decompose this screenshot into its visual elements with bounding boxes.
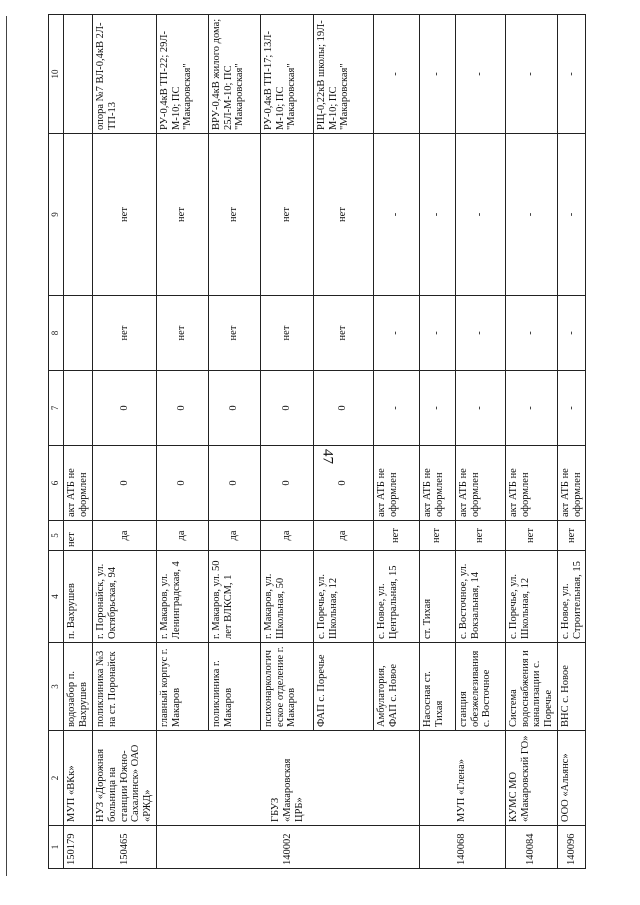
cell: с. Восточное, ул. Вокзальная, 14 [455, 551, 505, 643]
col-number: 3 [49, 643, 64, 731]
cell: акт АТБ не оформлен [419, 446, 455, 521]
cell: 150179 [64, 826, 93, 869]
cell: с. Новое, ул. Строительная, 15 [557, 551, 586, 643]
cell: РЩ-0,22кВ школы; 19Л-М-10; ПС "Макаровская" [313, 15, 373, 134]
col-number: 10 [49, 15, 64, 134]
cell: - [455, 134, 505, 296]
cell: поликлиника №3 на ст. Поронайск [93, 643, 157, 731]
cell: нет [505, 521, 557, 551]
cell: - [373, 15, 419, 134]
cell: - [455, 15, 505, 134]
cell: нет [313, 134, 373, 296]
cell: станция обезжелезивания с. Восточное [455, 643, 505, 731]
cell: - [419, 296, 455, 371]
cell: - [557, 371, 586, 446]
cell: да [313, 521, 373, 551]
cell: нет [260, 134, 313, 296]
cell: РУ-0,4кВ ТП-22; 29Л-М-10; ПС "Макаровская" [156, 15, 208, 134]
cell [64, 134, 93, 296]
cell: КУМС МО «Макаровский ГО» [505, 731, 557, 826]
cell: 0 [156, 446, 208, 521]
cell: МУП «ВКк» [64, 731, 93, 826]
cell: - [373, 371, 419, 446]
cell: психонаркологическое отделение г. Макаров [260, 643, 313, 731]
cell: нет [260, 296, 313, 371]
cell: главный корпус г. Макаров [156, 643, 208, 731]
col-number: 5 [49, 521, 64, 551]
cell: Амбулатория, ФАП с. Новое [373, 643, 419, 731]
cell: нет [313, 296, 373, 371]
cell: ФАП с. Поречье [313, 643, 373, 731]
col-number: 4 [49, 551, 64, 643]
cell: ст. Тихая [419, 551, 455, 643]
cell: да [93, 521, 157, 551]
cell: да [156, 521, 208, 551]
table-row [557, 15, 586, 869]
cell: - [505, 15, 557, 134]
cell: ВНС с. Новое [557, 643, 586, 731]
cell: нет [208, 296, 260, 371]
cell: г. Поронайск, ул. Октябрьская, 94 [93, 551, 157, 643]
cell: 0 [208, 446, 260, 521]
cell [64, 296, 93, 371]
table-row [505, 15, 557, 869]
cell: акт АТБ не оформлен [455, 446, 505, 521]
cell: акт АТБ не оформлен [64, 446, 93, 521]
cell: нет [373, 521, 419, 551]
cell: 0 [313, 371, 373, 446]
cell: - [373, 134, 419, 296]
cell: 0 [93, 446, 157, 521]
cell: - [505, 296, 557, 371]
cell: п. Вахрушев [64, 551, 93, 643]
cell: г. Макаров, ул. Ленинградская, 4 [156, 551, 208, 643]
cell: да [208, 521, 260, 551]
cell: нет [93, 296, 157, 371]
cell: ГБУЗ «Макаровская ЦРБ» [156, 731, 419, 826]
cell: 0 [208, 371, 260, 446]
cell: ООО «Альянс» [557, 731, 586, 826]
table-row [64, 15, 93, 869]
cell: - [455, 371, 505, 446]
cell: 140068 [419, 826, 505, 869]
cell: 140096 [557, 826, 586, 869]
page-number: 47 [319, 449, 336, 464]
cell: нет [156, 134, 208, 296]
cell: 140084 [505, 826, 557, 869]
cell: 0 [313, 446, 373, 521]
column-number-row [49, 15, 64, 869]
cell: - [419, 134, 455, 296]
cell: нет [93, 134, 157, 296]
cell: водозабор п. Вахрушев [64, 643, 93, 731]
cell: НУЗ «Дорожная больница на станции Южно-Сахалинск» ОАО «РЖД» [93, 731, 157, 826]
cell: 0 [156, 371, 208, 446]
cell: г. Макаров, ул. 50 лет ВЛКСМ, 1 [208, 551, 260, 643]
col-number: 8 [49, 296, 64, 371]
cell: акт АТБ не оформлен [505, 446, 557, 521]
cell: опора №7 ВЛ-0,4кВ 2Л-ТП-13 [93, 15, 157, 134]
col-number: 6 [49, 446, 64, 521]
cell: МУП «Глена» [419, 731, 505, 826]
cell: акт АТБ не оформлен [557, 446, 586, 521]
cell: с. Поречье, ул. Школьная, 12 [313, 551, 373, 643]
cell: акт АТБ не оформлен [373, 446, 419, 521]
left-edge-line [6, 16, 7, 876]
cell: ВРУ-0,4кВ жилого дома; 25Л-М-10; ПС "Макаровская" [208, 15, 260, 134]
table-row [93, 15, 157, 869]
col-number: 2 [49, 731, 64, 826]
rotated-table-wrapper [48, 15, 583, 869]
col-number: 1 [49, 826, 64, 869]
cell: - [419, 15, 455, 134]
cell: с. Новое, ул. Центральная, 15 [373, 551, 419, 643]
table-row [419, 15, 455, 869]
cell: г. Макаров, ул. Школьная, 50 [260, 551, 313, 643]
cell: - [419, 371, 455, 446]
cell: - [557, 134, 586, 296]
col-number: 7 [49, 371, 64, 446]
cell [64, 371, 93, 446]
cell: Система водоснабжения и канализации с. Поречье [505, 643, 557, 731]
data-table [48, 14, 586, 869]
cell: 150465 [93, 826, 157, 869]
cell: с. Поречье, ул. Школьная, 12 [505, 551, 557, 643]
cell: - [557, 296, 586, 371]
cell: - [455, 296, 505, 371]
cell: - [505, 371, 557, 446]
cell: - [505, 134, 557, 296]
cell: Насосная ст. Тихая [419, 643, 455, 731]
cell: 140002 [156, 826, 419, 869]
cell: нет [156, 296, 208, 371]
cell: РУ-0,4кВ ТП-17; 13Л-М-10; ПС "Макаровская" [260, 15, 313, 134]
cell: нет [419, 521, 455, 551]
cell: 0 [93, 371, 157, 446]
table-row [156, 15, 208, 869]
cell: - [557, 15, 586, 134]
cell [64, 15, 93, 134]
cell: нет [557, 521, 586, 551]
cell: нет [64, 521, 93, 551]
col-number: 9 [49, 134, 64, 296]
cell: да [260, 521, 313, 551]
cell: 0 [260, 371, 313, 446]
cell: нет [455, 521, 505, 551]
cell: нет [208, 134, 260, 296]
cell: - [373, 296, 419, 371]
cell: поликлиника г. Макаров [208, 643, 260, 731]
cell: 0 [260, 446, 313, 521]
